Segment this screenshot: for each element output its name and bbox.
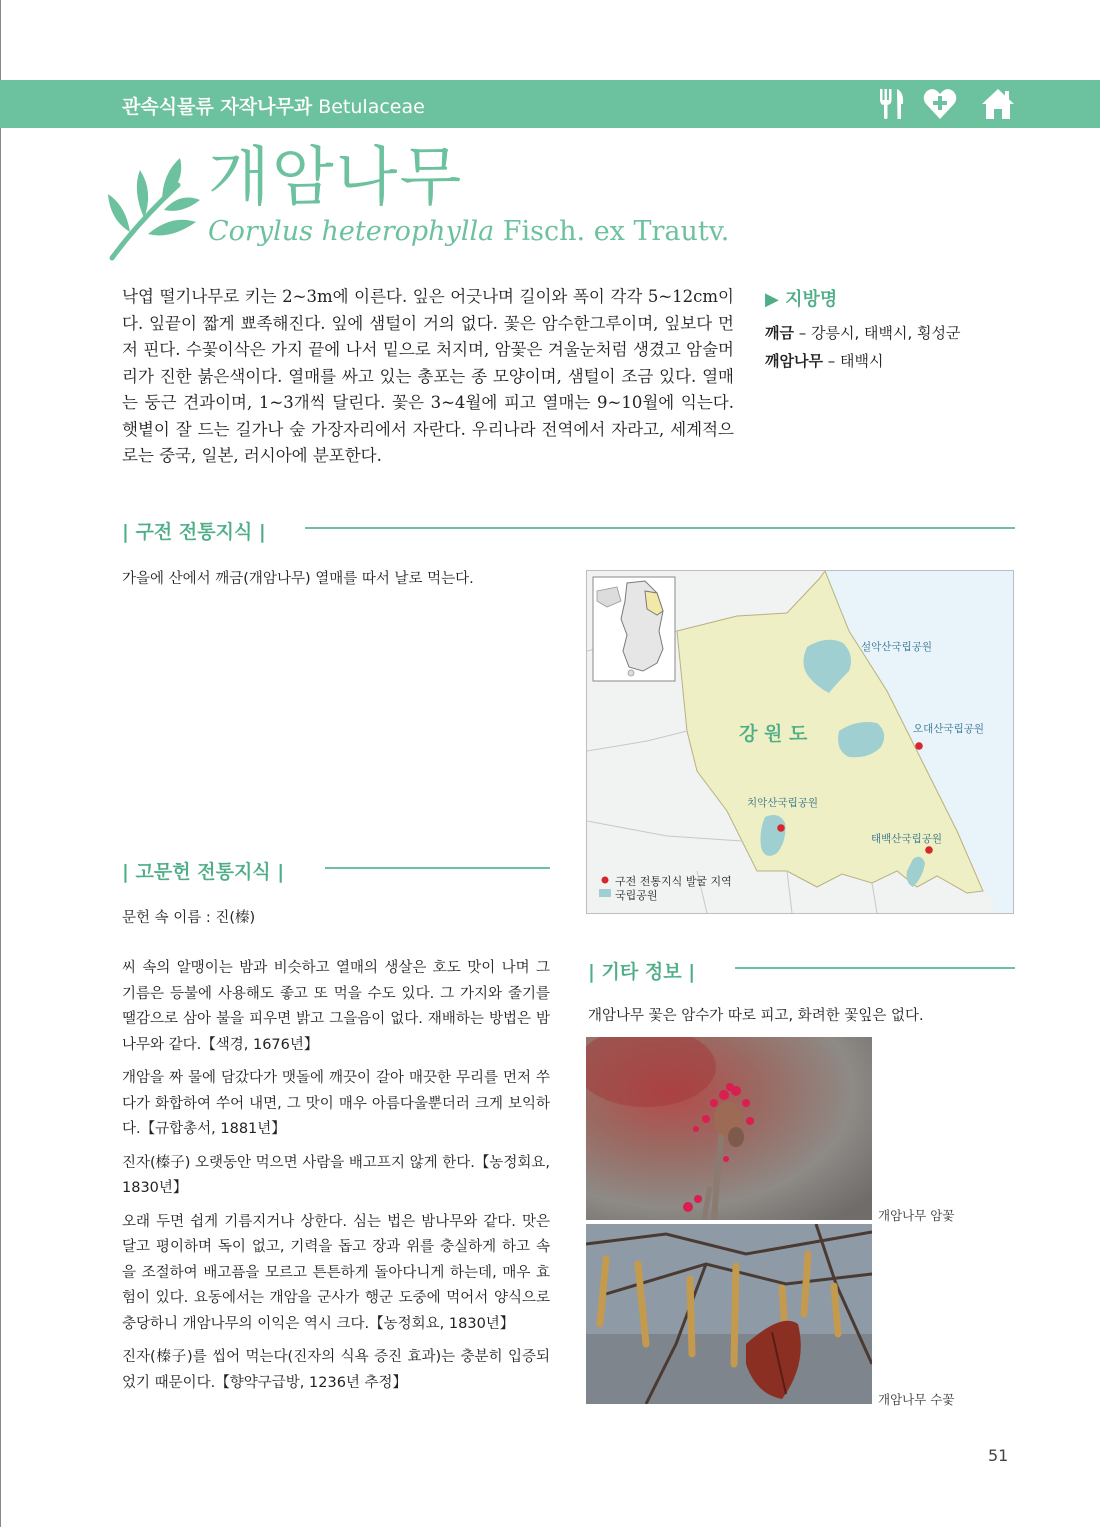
local-names-heading: ▶ 지방명	[765, 289, 838, 310]
home-icon	[980, 86, 1016, 122]
literature-paragraphs	[122, 956, 550, 1404]
oral-knowledge-heading: | 구전 전통지식 |	[122, 521, 266, 543]
species-description: 낙엽 떨기나무로 키는 2~3m에 이른다. 잎은 어긋나며 길이와 폭이 각각 5~12cm이다. 잎끝이 짧게 뾰족해진다. 잎에 샘털이 거의 없다. 꽃은 암수한그루이며, 잎보다 먼저 핀다. 수꽃이삭은 가지 끝에 나서 밑으로 처지며, 암꽃은 겨울눈처럼 생겼고 암술머리가 진한 붉은색이다. 열매를 싸고 있는 총포는 종 모양이며, 샘털이 조금 있다. 열매는 둥근 견과이며, 1~3개씩 달린다. 꽃은 3~4월에 피고 열매는 9~10월에 익는다. 햇볕이 잘 드는 길가나 숲 가장자리에서 자란다. 우리나라 전역에서 자라고, 세계적으로는 중국, 일본, 러시아에 분포한다.	[122, 287, 734, 465]
map-legend-park: 국립공원	[615, 889, 658, 902]
etc-info-heading: | 기타 정보 |	[588, 961, 696, 983]
map-province-label: 강 원 도	[739, 723, 808, 745]
photo-caption: 개암나무 암꽃	[878, 1208, 955, 1223]
section-divider	[735, 967, 1015, 969]
female-flower-photo	[586, 1037, 872, 1220]
literature-paragraph: 개암을 짜 물에 담갔다가 맷돌에 깨끗이 갈아 매끗한 무리를 먼저 쑤다가 화합하여 쑤어 내면, 그 맛이 매우 아름다울뿐더러 크게 보익하다.【규합총서, 1881년】	[122, 1070, 550, 1137]
photo-caption: 개암나무 수꽃	[878, 1392, 955, 1407]
literature-paragraph: 씨 속의 알맹이는 밤과 비슷하고 열매의 생살은 호도 맛이 나며 그 기름은 등불에 사용해도 좋고 또 먹을 수도 있다. 그 가지와 줄기를 땔감으로 삼아 불을 피우면 밝고 그을음이 없다. 재배하는 방법은 밤나무와 같다.【색경, 1676년】	[122, 960, 550, 1053]
leaf-branch-logo	[100, 150, 200, 262]
local-name-places: – 강릉시, 태백시, 횡성군	[793, 324, 961, 342]
header-category	[122, 92, 425, 119]
scientific-name	[208, 216, 729, 247]
literature-paragraph: 오래 두면 쉽게 기름지거나 상한다. 심는 법은 밤나무와 같다. 맛은 달고 평이하며 독이 없고, 기력을 돕고 장과 위를 충실하게 하고 속을 조절하여 배고픔을 모르고 튼튼하게 돌아다니게 하는데, 매우 효험이 있다. 요동에서는 개암을 군사가 행군 도중에 먹어서 양식으로 충당하니 개암나무의 이익은 역시 크다.【농정회요, 1830년】	[122, 1213, 550, 1332]
medical-heart-icon	[922, 86, 958, 122]
local-name-places: – 태백시	[822, 352, 884, 370]
map-park-label: 설악산국립공원	[861, 641, 933, 653]
utensils-icon	[874, 86, 910, 122]
map-legend-point: 구전 전통지식 발굴 지역	[615, 875, 732, 888]
local-name-item	[765, 350, 883, 371]
map-park-label: 치악산국립공원	[747, 797, 819, 809]
literature-paragraph: 진자(榛子)를 씹어 먹는다(진자의 식욕 증진 효과)는 충분히 입증되었기 때문이다.【향약구급방, 1236년 추정】	[122, 1349, 550, 1391]
section-divider	[305, 527, 1015, 529]
literature-name-line: 문헌 속 이름 : 진(榛)	[122, 910, 256, 926]
page-number: 51	[988, 1446, 1009, 1465]
local-name: 깨암나무	[765, 352, 823, 370]
etc-info-text: 개암나무 꽃은 암수가 따로 피고, 화려한 꽃잎은 없다.	[588, 1008, 924, 1024]
page-edge-line	[0, 0, 1, 1527]
header-family-latin: Betulaceae	[318, 96, 425, 118]
header-category-korean: 관속식물류 자작나무과	[122, 96, 313, 118]
oral-knowledge-text: 가을에 산에서 깨금(개암나무) 열매를 따서 날로 먹는다.	[122, 571, 474, 587]
scientific-binomial: Corylus heterophylla	[208, 216, 495, 247]
map-park-label: 오대산국립공원	[913, 723, 985, 735]
scientific-author: Fisch. ex Trautv.	[502, 216, 730, 247]
page-title: 개암나무	[208, 141, 464, 215]
local-name: 깨금	[765, 324, 794, 342]
section-divider	[325, 867, 550, 869]
literature-paragraph: 진자(榛子) 오랫동안 먹으면 사람을 배고프지 않게 한다.【농정회요, 1830년】	[122, 1154, 550, 1196]
literature-knowledge-heading: | 고문헌 전통지식 |	[122, 861, 285, 883]
male-flower-photo	[586, 1224, 872, 1404]
local-name-item	[765, 322, 961, 343]
map-park-label: 태백산국립공원	[871, 833, 943, 845]
distribution-map	[586, 570, 1014, 914]
